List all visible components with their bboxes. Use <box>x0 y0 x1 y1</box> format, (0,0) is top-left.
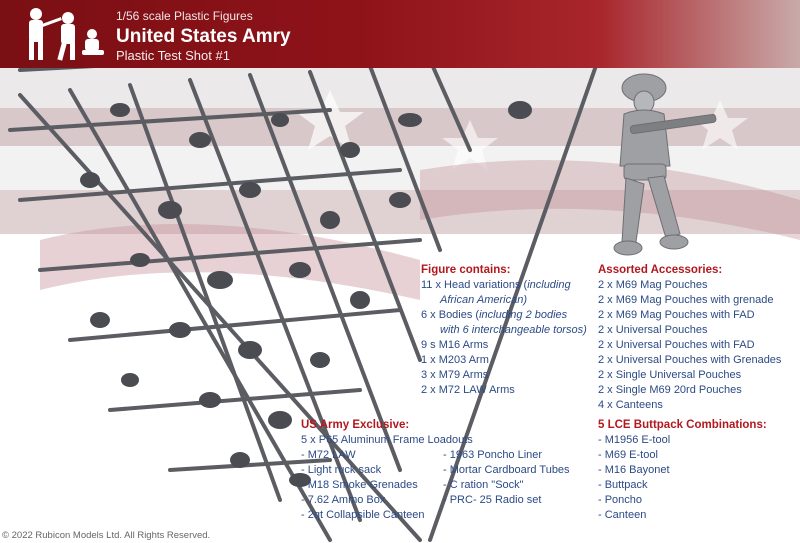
list-item: 1 x M203 Arm <box>421 354 489 366</box>
list-item: 2 x M72 LAW Arms <box>421 384 515 396</box>
soldier-figure-image <box>600 66 718 260</box>
list-item: 2 x M69 Mag Pouches with grenade <box>598 294 774 306</box>
list-item: - M72 LAW <box>301 449 356 461</box>
copyright-notice: © 2022 Rubicon Models Ltd. All Rights Reserved. <box>2 530 211 541</box>
page-title: United States Amry <box>116 26 291 47</box>
list-item: - M69 E-tool <box>598 449 658 461</box>
list-item: - C ration "Sock" <box>443 479 524 491</box>
list-item: with 6 interchangeable torsos) <box>440 324 587 336</box>
list-item: 2 x Universal Pouches <box>598 324 708 336</box>
exclusive-intro: 5 x P65 Aluminum Frame Loadouts <box>301 434 473 446</box>
exclusive-section <box>301 418 601 523</box>
list-item: 2 x Single M69 20rd Pouches <box>598 384 742 396</box>
list-item: 2 x Universal Pouches with Grenades <box>598 354 782 366</box>
list-item: - 2qt Collapsible Canteen <box>301 509 425 521</box>
list-item: 9 s M16 Arms <box>421 339 489 351</box>
exclusive-heading: US Army Exclusive: <box>301 419 410 431</box>
list-item: - M1956 E-tool <box>598 434 671 446</box>
figure-contains-heading: Figure contains: <box>421 264 511 276</box>
page-subtitle: Plastic Test Shot #1 <box>116 48 230 63</box>
list-item: 2 x Single Universal Pouches <box>598 369 742 381</box>
exclusive-col1 <box>301 448 443 523</box>
list-item: - M16 Bayonet <box>598 464 670 476</box>
list-item: - Mortar Cardboard Tubes <box>443 464 570 476</box>
soldier-silhouettes-logo <box>18 6 110 62</box>
list-item: 2 x M69 Mag Pouches <box>598 279 708 291</box>
list-item: African American) <box>440 294 528 306</box>
list-item: - Canteen <box>598 509 647 521</box>
list-item: 6 x Bodies (including 2 bodies <box>421 309 568 321</box>
list-item: - 1963 Poncho Liner <box>443 449 543 461</box>
accessories-section <box>598 263 781 413</box>
list-item: 2 x M69 Mag Pouches with FAD <box>598 309 755 321</box>
list-item: - Light ruck sack <box>301 464 382 476</box>
accessories-heading: Assorted Accessories: <box>598 264 723 276</box>
buttpack-heading: 5 LCE Buttpack Combinations: <box>598 419 767 431</box>
list-item: - Poncho <box>598 494 643 506</box>
exclusive-col2 <box>443 448 570 523</box>
header-banner <box>0 0 800 68</box>
list-item: - M18 Smoke Grenades <box>301 479 418 491</box>
scale-label: 1/56 scale Plastic Figures <box>116 9 253 23</box>
list-item: 4 x Canteens <box>598 399 663 411</box>
list-item: 11 x Head variations (including <box>421 279 571 291</box>
list-item: - 7.62 Ammo Box <box>301 494 386 506</box>
figure-contains-section <box>421 263 587 398</box>
list-item: - Buttpack <box>598 479 648 491</box>
buttpack-section <box>598 418 767 523</box>
list-item: - PRC- 25 Radio set <box>443 494 542 506</box>
list-item: 2 x Universal Pouches with FAD <box>598 339 755 351</box>
list-item: 3 x M79 Arms <box>421 369 489 381</box>
